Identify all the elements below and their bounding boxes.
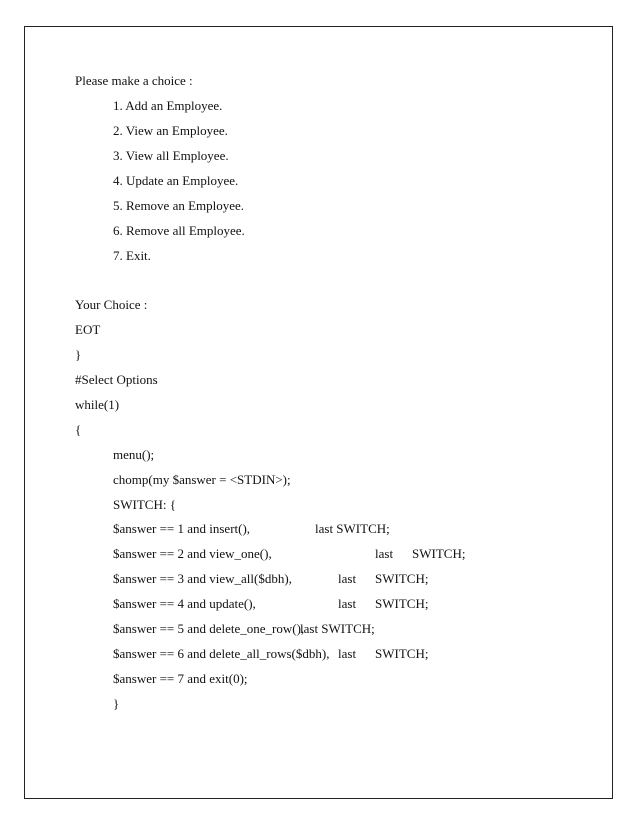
case-condition: $answer == 1 and insert(), (113, 521, 251, 536)
menu-prompt: Please make a choice : (75, 73, 193, 88)
open-brace: { (75, 422, 82, 437)
case-condition: $answer == 4 and update(), (113, 596, 256, 611)
comment-line: #Select Options (75, 372, 158, 387)
close-brace: } (75, 347, 82, 362)
case-last: last (338, 596, 357, 611)
menu-option: 7. Exit. (113, 248, 151, 263)
choice-line: Your Choice : (75, 297, 148, 312)
chomp-line: chomp(my $answer = <STDIN>); (113, 472, 291, 487)
case-condition: $answer == 5 and delete_one_row(), (113, 621, 305, 636)
menu-option: 6. Remove all Employee. (113, 223, 245, 238)
case-condition: $answer == 6 and delete_all_rows($dbh), (113, 646, 330, 661)
menu-option: 2. View an Employee. (113, 123, 228, 138)
case-switch: SWITCH; (375, 596, 429, 611)
case-switch: SWITCH; (412, 546, 466, 561)
case-switch: SWITCH; (375, 646, 429, 661)
case-condition: $answer == 2 and view_one(), (113, 546, 272, 561)
case-condition: $answer == 3 and view_all($dbh), (113, 571, 292, 586)
menu-option: 1. Add an Employee. (113, 98, 223, 113)
case-last: last (375, 546, 394, 561)
exit-line: $answer == 7 and exit(0); (113, 671, 248, 686)
menu-option: 4. Update an Employee. (113, 173, 239, 188)
switch-line: SWITCH: { (113, 497, 176, 512)
close-brace: } (113, 696, 120, 711)
menu-call-line: menu(); (113, 447, 155, 462)
case-last: last SWITCH; (300, 621, 375, 636)
eot-line: EOT (75, 322, 101, 337)
case-last: last SWITCH; (315, 521, 390, 536)
case-switch: SWITCH; (375, 571, 429, 586)
while-line: while(1) (75, 397, 120, 412)
menu-option: 3. View all Employee. (113, 148, 229, 163)
case-last: last (338, 571, 357, 586)
menu-option: 5. Remove an Employee. (113, 198, 245, 213)
case-last: last (338, 646, 357, 661)
